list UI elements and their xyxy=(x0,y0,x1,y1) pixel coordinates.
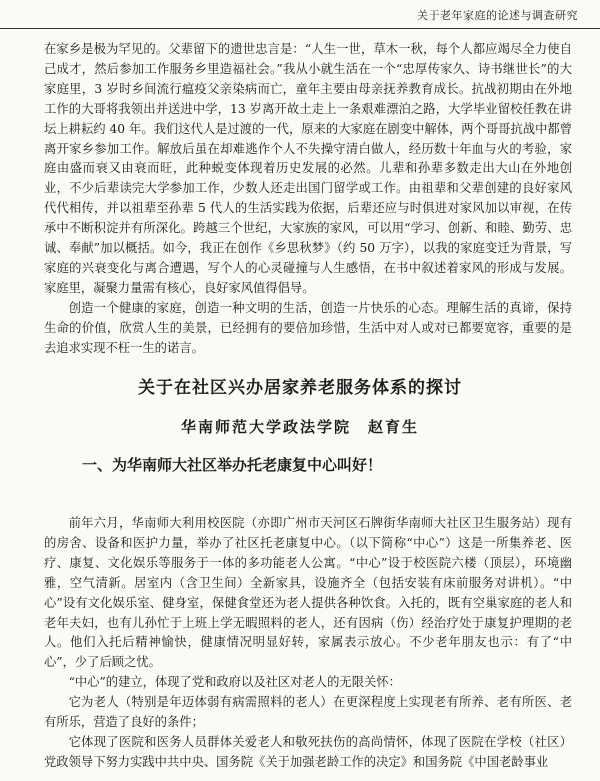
page-header xyxy=(0,0,600,29)
paragraph: “中心”的建立，体现了党和政府以及社区对老人的无限关怀： xyxy=(68,675,401,690)
running-title: 关于老年家庭的论述与调查研究 xyxy=(417,9,578,22)
paragraph: 创造一个健康的家庭，创造一种文明的生活，创造一片快乐的心态。理解生活的真谛，保持生命的价值，欣赏人生的美景，已经拥有的要倍加珍惜，生活中对人或对已都要宽容，重要的是去追求实现不枉一生的诺言。 xyxy=(44,300,572,355)
paragraph: 在家乡是极为罕见的。父辈留下的遗世忠言是：“人生一世，草木一秋，每个人都应竭尽全力使自己成才，然后参加工作服务乡里造福社会。”我从小就生活在一个“忠厚传家久、诗书继世长”的大家庭里，3 岁时乡间流行瘟疫父亲染病而亡，童年主要由母亲抚养教育成长。抗战初期由在外地工作的大哥将我领出并送进中学，13 岁离开故土走上一条艰难漂泊之路，大学毕业留校任教在讲坛上耕耘约 40 年。我们这代人是过渡的一代，原来的大家庭在剧变中解体，两个哥哥抗战中都曾离开家乡参加工作。解放后虽在却难逃作个人不失操守清白做人，经历数十年血与火的考验，家庭由盛而衰又由衰而旺，此种蜕变体现着历史发展的必然。儿辈和孙辈多数走出大山在外地创业，不少后辈读完大学参加工作，少数人还走出国门留学或工作。由祖辈和父辈创建的良好家风代代相传，并以祖辈至孙辈 5 代人的生活实践为依据，后辈还应与时俱进对家风加以审视，在传承中不断积淀并有所深化。跨越三个世纪，大家族的家风，可以用“学习、创新、和睦、勤劳、忠诚、奉献”加以概括。如今，我正在创作《乡思秋梦》（约 50 万字），以我的家庭变迁为背景，写家庭的兴衰变化与离合遭遇，写个人的心灵碰撞与人生感悟，在书中叙述着家风的形成与发展。家庭里，凝聚力量需有核心，良好家风值得倡导。 xyxy=(44,42,572,295)
article-body xyxy=(44,514,572,773)
article-title: 关于在社区兴办居家养老服务体系的探讨 xyxy=(138,378,462,398)
previous-article-text xyxy=(44,40,572,359)
paragraph: 它为老人（特别是年迈体弱有病需照料的老人）在更深程度上实现老有所养、老有所医、老有所乐，营造了良好的条件； xyxy=(44,695,572,730)
paragraph: 它体现了医院和医务人员群体关爱老人和敬死扶伤的高尚情怀，体现了医院在学校（社区）党政领导下努力实践中共中央、国务院《关于加强老龄工作的决定》和国务院《中国老龄事业 xyxy=(44,734,572,769)
paragraph: 前年六月，华南师大利用校医院（亦即广州市天河区石牌街华南师大社区卫生服务站）现有的房舍、设备和医护力量，举办了社区托老康复中心。（以下简称“中心”）这是一所集养老、医疗、康复、文化娱乐等服务于一体的多功能老人公寓。“中心”设于校医院六楼（顶层），环境幽雅，空气清新。居室内（含卫生间）全新家具，设施齐全（包括安装有床前服务对讲机）。“中心”设有文化娱乐室、健身室，保健食堂还为老人提供各种饮食。入托的，既有空巢家庭的老人和老年夫妇，也有儿孙忙于上班上学无暇照料的老人，还有因病（伤）经治疗处于康复护理期的老人。他们入托后精神愉快，健康情况明显好转，家属表示放心。不少老年朋友也示：有了“中心”，少了后顾之忧。 xyxy=(44,516,572,670)
section-heading: 一、为华南师大社区举办托老康复中心叫好！ xyxy=(82,456,383,474)
author-line: 华南师范大学政法学院 赵育生 xyxy=(180,418,419,436)
